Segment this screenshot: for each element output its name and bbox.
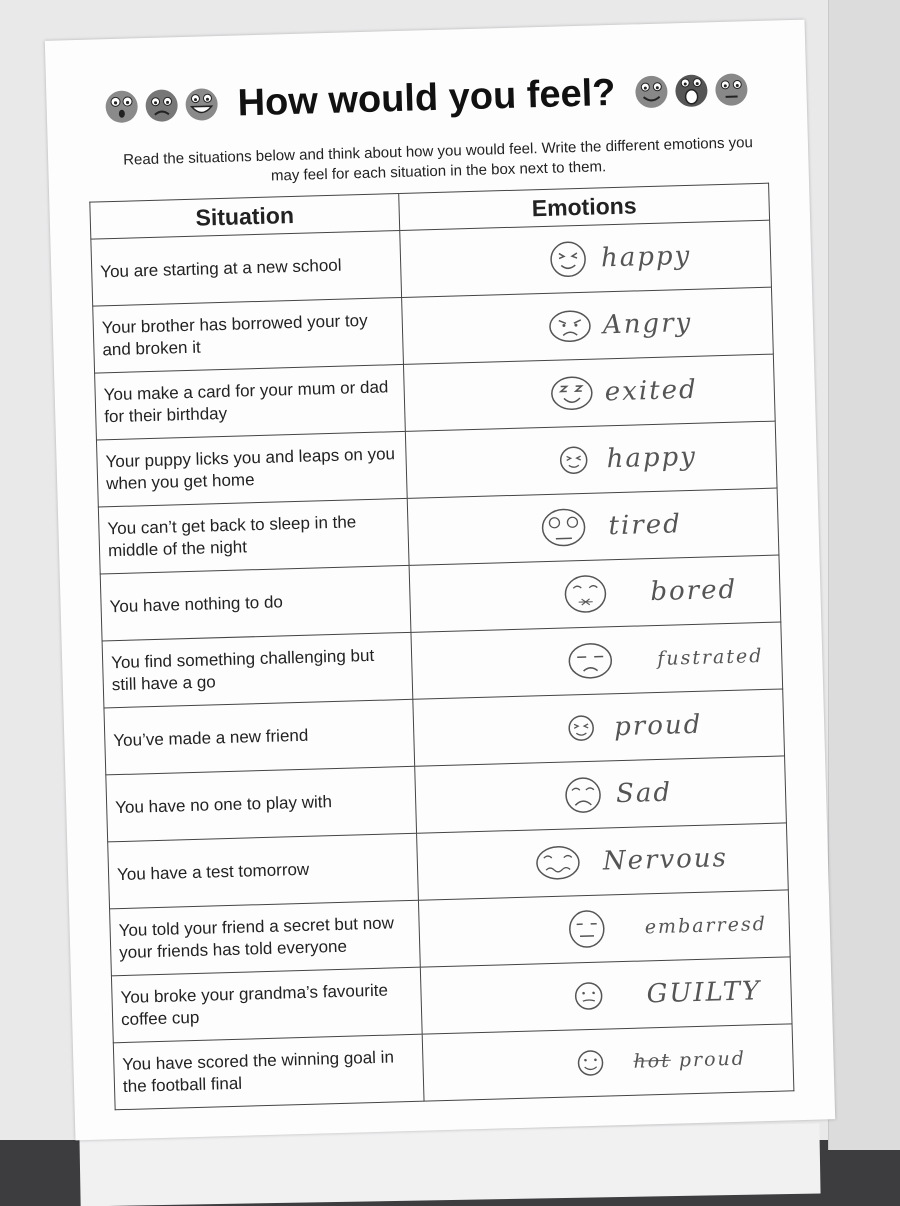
emotion-text: embarresd [644,913,768,939]
emotion-text: bored [650,574,738,608]
emotion-text: happy [606,441,698,475]
excited-face-icon [549,373,594,414]
situations-table [89,183,794,1111]
title-row [66,58,787,138]
sad-face-icon [561,774,606,815]
emotion-cell[interactable] [415,756,787,833]
proud-face-icon [568,1042,613,1083]
sad-face-icon [143,87,180,124]
situation-cell: You have no one to play with [106,766,417,842]
emotion-text: proud [613,709,703,743]
smiling-face-icon [633,73,670,110]
page-title: How would you feel? [237,71,616,124]
situation-column-header: Situation [90,194,400,240]
emotion-text-group [633,1048,746,1073]
emotion-cell[interactable] [407,488,779,565]
situation-cell: Your puppy licks you and leaps on you when you get home [96,431,407,507]
proud-face-icon [559,708,604,749]
situation-cell: You told your friend a secret but now your friends has told everyone [110,900,421,976]
emotion-cell[interactable] [403,354,775,431]
left-emoji-group [103,86,220,125]
right-emoji-group [633,71,750,110]
emotion-text: Nervous [602,843,729,877]
emotion-cell[interactable] [411,622,783,699]
emotion-cell[interactable] [422,1024,794,1101]
happy-face-icon [546,239,591,280]
nervous-face-icon [517,842,598,884]
emotion-cell[interactable] [400,220,772,297]
emotion-text: fustrated [656,645,764,670]
emotion-text: tired [608,509,683,542]
emotion-text: exited [604,374,699,408]
emotion-cell[interactable] [418,890,790,967]
situation-cell: You broke your grandma’s favourite coffee cup [111,967,422,1043]
screaming-face-icon [673,72,710,109]
situation-cell: You find something challenging but still have a go [102,632,413,708]
happy-face-icon [551,440,596,481]
emotion-cell[interactable] [417,823,789,900]
emotion-cell[interactable] [409,555,781,632]
situation-cell: You have nothing to do [100,565,411,641]
emotions-column-header: Emotions [399,183,770,230]
situation-cell: Your brother has borrowed your toy and broken it [93,297,404,373]
background-paper-right [828,0,900,1150]
emotion-cell[interactable] [405,421,777,498]
worksheet [45,20,835,1141]
emotion-text: proud [678,1047,747,1072]
grinning-face-icon [183,86,220,123]
emotion-cell[interactable] [420,957,792,1034]
situation-cell: You’ve made a new friend [104,699,415,775]
emotion-cell[interactable] [402,287,774,364]
frustrated-face-icon [557,640,624,682]
bored-face-icon [555,573,616,615]
worried-face-icon [713,71,750,108]
embarrassed-face-icon [564,908,609,949]
situation-cell: You have a test tomorrow [108,833,419,909]
situation-cell: You have scored the winning goal in the football final [113,1034,424,1110]
situation-cell: You are starting at a new school [91,230,402,306]
angry-face-icon [547,306,592,347]
tired-face-icon [528,507,599,549]
emotion-text: Sad [615,777,673,810]
crossed-out-word: hot [633,1049,672,1073]
shocked-face-icon [103,88,140,125]
emotion-text: GUILTY [646,976,762,1010]
emotion-text: happy [600,240,692,274]
instructions: Read the situations below and think about how you would feel. Write the different emotions you may feel for each situation in the box next to them. [122,134,754,185]
situation-cell: You make a card for your mum or dad for their birthday [95,364,406,440]
emotion-cell[interactable] [413,689,785,766]
situation-cell: You can’t get back to sleep in the middle of the night [98,498,409,574]
guilty-face-icon [566,975,611,1016]
emotion-text: Angry [602,307,693,341]
